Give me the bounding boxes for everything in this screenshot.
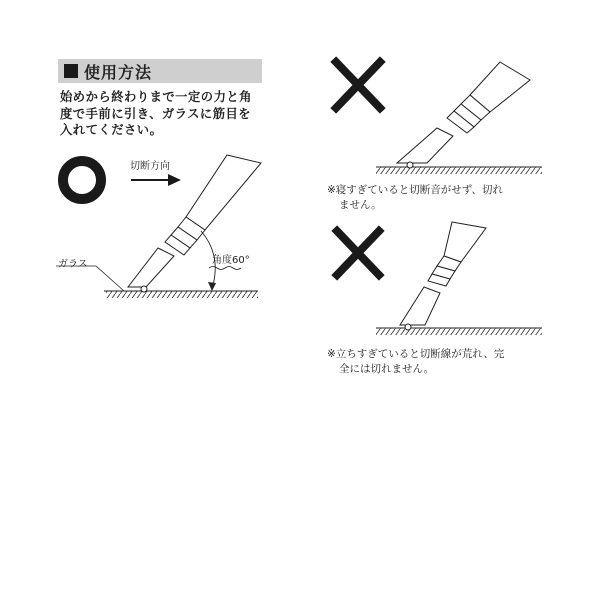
cross-mark-icon <box>336 62 380 108</box>
note-line: ません。 <box>339 198 382 211</box>
angle-label: 角度60° <box>212 255 250 266</box>
note-too-flat <box>327 183 503 212</box>
glass-cutter-flat <box>397 62 530 168</box>
glass-surface-steep <box>376 328 542 335</box>
instruction-line: 始めから終わりまで一定の力と角 <box>60 90 252 104</box>
instruction-line: 度で手前に引き、ガラスに筋目を <box>60 106 252 121</box>
cross-mark-icon <box>337 231 379 275</box>
glass-cutter-tool <box>128 155 261 292</box>
glass-cutter-steep <box>400 222 486 330</box>
note-line: 全には切れません。 <box>339 362 435 375</box>
section-title: 使用方法 <box>84 62 153 82</box>
circle-mark-icon <box>63 161 101 199</box>
glass-surface-flat <box>376 167 542 174</box>
glass-label: ガラス <box>58 259 88 270</box>
direction-label: 切断方向 <box>130 161 170 172</box>
note-line: ※寝すぎていると切断音がせず、切れ <box>327 184 503 196</box>
angle-wave <box>209 267 241 270</box>
glass-surface <box>104 291 258 298</box>
note-too-steep <box>327 347 504 376</box>
note-line: ※立ちすぎていると切断線が荒れ、完 <box>327 348 505 360</box>
arrow-right-icon <box>131 174 181 186</box>
angle-arrowhead <box>208 282 216 291</box>
instruction-line: 入れてください。 <box>60 123 163 137</box>
